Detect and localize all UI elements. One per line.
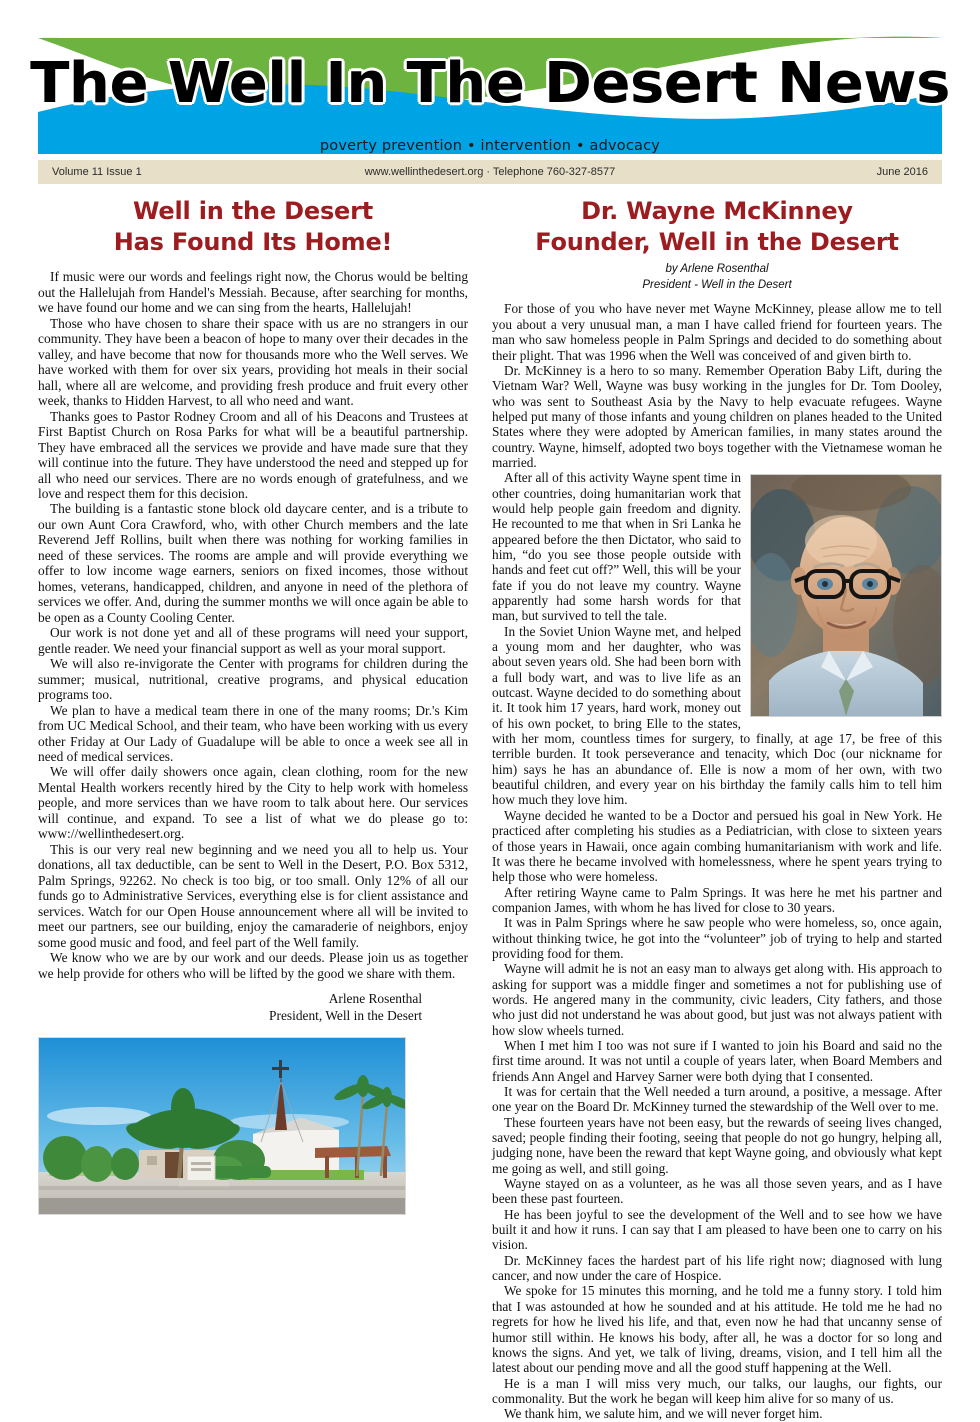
building-photo-graphic xyxy=(39,1038,405,1214)
right-paragraph: It was in Palm Springs where he saw people who were homeless, so, once again, without thinking twice, he got into the “volunteer” job of trying to help and started providing food for them. xyxy=(492,915,942,961)
left-paragraph: Those who have chosen to share their space with us are no strangers in our community. They have been a beacon of hope to many over their decades in the valley, and have become that now for thousands more who the Well serves. We have worked with them for over six years, providing hot meals in their social hall, where all are welcome, and providing fresh produce and fruit every other week, thanks to Hidden Harvest, to all who need and want. xyxy=(38,315,469,409)
left-paragraph: This is our very real new beginning and we need you all to help us. Your donations, all tax deductible, can be sent to Well in the Desert, P.O. Box 5312, Palm Springs, 92262. No check is too big, or too small. Only 12% of all our funds go to Administrative Services, everything else is for client assistance and services. Watch for our Open House announcement where all will be invited to meet our partners, see our building, enjoy the camaraderie of neighbors, enjoy some good music and food, and feel part of the Well family. xyxy=(38,841,469,950)
left-article-headline xyxy=(38,196,468,257)
signature-name: Arlene Rosenthal xyxy=(328,991,423,1006)
signature-title: President, Well in the Desert xyxy=(269,1007,423,1023)
right-paragraph: He has been joyful to see the development of the Well and to see how we have built it and how it runs. I can say that I am pleased to have been one to carry on his vision. xyxy=(492,1206,942,1253)
left-paragraph: Our work is not done yet and all of these programs will need your support, gentle reader. We need your financial support as well as your moral support. xyxy=(38,625,469,656)
newspaper-tagline: poverty prevention • intervention • advocacy xyxy=(319,138,661,154)
right-paragraph: We spoke for 15 minutes this morning, and he told me a funny story. I told him that I was astounded at how he sounded and at his attitude. He told me he had no regrets for how he lived his life, and that, even now he had that uncanny sense of humor still within. He knows his body, after all, he was a doctor for so long and knows the signs. And yet, we talk of living, dreams, vision, and I tell him all the latest about our pending move and all the good stuff happening at the Well. xyxy=(492,1283,942,1376)
right-paragraph: After retiring Wayne came to Palm Springs. It was here he met his partner and companion James, with whom he has lived for close to 30 years. xyxy=(492,884,942,915)
right-headline-line-1: Dr. Wayne McKinney xyxy=(581,197,853,225)
left-paragraph: We will also re-invigorate the Center with programs for children during the summer; musical, nutritional, creative programs, and physical education programs too. xyxy=(38,656,469,703)
byline-author: by Arlene Rosenthal xyxy=(665,263,769,276)
right-paragraph: It was for certain that the Well needed a turn around, a positive, a message. After one year on the Board Dr. McKinney turned the stewardship of the Well over to me. xyxy=(492,1084,942,1115)
article-signature xyxy=(38,991,468,1025)
byline-role: President - Well in the Desert xyxy=(642,278,792,291)
page-body xyxy=(0,194,980,1422)
right-article-column xyxy=(492,194,942,1422)
masthead-banner xyxy=(0,0,980,160)
newspaper-title: The Well In The Desert News xyxy=(30,51,950,116)
two-column-layout xyxy=(38,194,942,1422)
right-paragraph: Dr. McKinney is a hero to so many. Remember Operation Baby Lift, during the Vietnam War? Well, Wayne was busy working in the jungles for Dr. Tom Dooley, who was sent to Southeast Asia by the Navy to help evacuate refugees. Wayne helped put many of those infants and young children on planes headed to the United States where they were adopted by American families, in many states around the country. Wayne, himself, adopted two boys together with the Vietnamese woman he married. xyxy=(492,362,942,470)
left-paragraph: The building is a fantastic stone block old daycare center, and is a tribute to our own Aunt Cora Crawford, who, with other Church members and the late Reverend Jeff Rollins, built when there was nothing for working families in need of these services. The rooms are ample and will provide everything we offer to low income wage earners, seniors on fixed incomes, those without homes, veterans, handicapped, children, and anyone in need of the plethora of services we offer. And, during the summer months we will once again be able to be open as a County Cooling Center. xyxy=(38,501,469,625)
right-paragraph: When I met him I too was not sure if I wanted to join his Board and said no the first time around. It was not until a couple of years later, when Board Members and friends Ann Angel and Harvey Sarner were both dying that I consented. xyxy=(492,1037,942,1084)
right-paragraph: Wayne decided he wanted to be a Doctor and persued his goal in New York. He practiced after completing his studies as a Pediatrician, with close to sixteen years of those years in Hawaii, once again combing humanitarianism with work and life. It was there he became involved with homelessness, where he spent years trying to help those who were homeless. xyxy=(492,807,942,885)
church-building-photo xyxy=(38,1037,406,1215)
article-byline xyxy=(492,262,942,293)
right-paragraph: These fourteen years have not been easy, but the rewards of seeing lives changed, saved; people finding their footing, seeing that people do not go hungry, helping all, judging none, have been the reward that kept Wayne going, and obviously what kept me going as well, and still going. xyxy=(492,1114,942,1176)
mckinney-portrait-photo xyxy=(750,474,942,717)
issue-volume: Volume 11 Issue 1 xyxy=(52,166,142,178)
right-paragraph: We thank him, we salute him, and we will never forget him. xyxy=(504,1406,823,1422)
left-headline-line-1: Well in the Desert xyxy=(133,197,374,225)
issue-date: June 2016 xyxy=(876,166,928,178)
left-paragraph: We know who we are by our work and our deeds. Please join us as together we help provide for others who will be lifted by the good we share with them. xyxy=(38,950,469,981)
left-paragraph: Thanks goes to Pastor Rodney Croom and all of his Deacons and Trustees at First Baptist Church on Rosa Parks for what will be a beautiful partnership. They have embraced all the services we provide and have made sure that they will continue into the future. They have understood the need and stepped up for all who need our services. There are no words enough of gratefulness, and we love and respect them for this decision. xyxy=(38,408,469,501)
right-article-headline xyxy=(492,196,942,257)
right-paragraph: For those of you who have never met Wayne McKinney, please allow me to tell you about a very unusual man, a man I have called friend for fourteen years. The man who saw homeless people in Palm Springs and decided to do something about their plight. That was 1996 when the Well was conceived of and given birth to. xyxy=(492,301,942,363)
left-headline-line-2: Has Found Its Home! xyxy=(113,227,393,256)
right-paragraph: After all of this activity Wayne spent time in other countries, doing humanitarian work that would help people gain freedom and dignity. He recounted to me that when in Sri Lanka he appeared before the then Dictator, who said to him, “do you see those people outside with hands and feet cut off?” Well, this will be your fate if you do not leave my country. Wayne apparently had some harsh words for that man, but survived to tell the tale. xyxy=(492,470,741,624)
left-paragraph: We plan to have a medical team there in one of the many rooms; Dr.'s Kim from UC Medical School, and their team, who have been working with us every other Friday at Our Lady of Guadalupe will be able to once a week see all in need of medical services. xyxy=(38,702,469,764)
issue-info-bar xyxy=(38,160,942,184)
issue-contact: www.wellinthedesert.org · Telephone 760-327-8577 xyxy=(364,166,616,178)
right-paragraph: Dr. McKinney faces the hardest part of his life right now; diagnosed with lung cancer, and now under the care of Hospice. xyxy=(492,1252,942,1284)
left-article-column xyxy=(38,194,468,1422)
portrait-photo-graphic xyxy=(751,475,941,716)
left-paragraph: If music were our words and feelings right now, the Chorus would be belting out the Hallelujah from Handel's Messiah. Because, after searching for months, we have found our home and we can sing from the hearts, Hallelujah! xyxy=(38,269,469,316)
right-headline-line-2: Founder, Well in the Desert xyxy=(535,227,899,256)
right-paragraph: He is a man I will miss very much, our talks, our laughs, our fights, our commonality. But the work he began will keep him alive for so many of us. xyxy=(492,1375,942,1406)
right-paragraph: Wayne stayed on as a volunteer, as he was all those seven years, and as I have been these past fourteen. xyxy=(492,1176,942,1207)
right-paragraph: In the Soviet Union Wayne met, and helped a young mom and her daughter, who was about seven years old. She had been born with a full body wart, and was to live life as an outcast. Wayne decided to do something about it. It took him 17 years, hard work, money out of his own pocket, to bring Elle to the states, with her mom, countless times for surgery, to finally, at age 17, be free of this terrible burden. It took perseverance and tenacity, which Doc (our nickname for him) says he has an abundance of. Elle is now a mom of her own, with two beautiful children, and every year on his birthday the family calls him to tell him how much they love him. xyxy=(492,623,942,808)
left-paragraph: We will offer daily showers once again, clean clothing, room for the new Mental Health workers recently hired by the City to help work with homeless people, and more services than we have room to talk about here. Our services will continue, and expand. To see a list of what we do please go to: www://wellinthedesert.org. xyxy=(38,764,469,842)
right-paragraph: Wayne will admit he is not an easy man to always get along with. His approach to asking for support was a middle finger and sometimes a not for publishing use of words. He angered many in the community, civic leaders, City fathers, and those who just did not understand he was about good, but just was not always patient with how slow wheels turned. xyxy=(492,961,942,1038)
